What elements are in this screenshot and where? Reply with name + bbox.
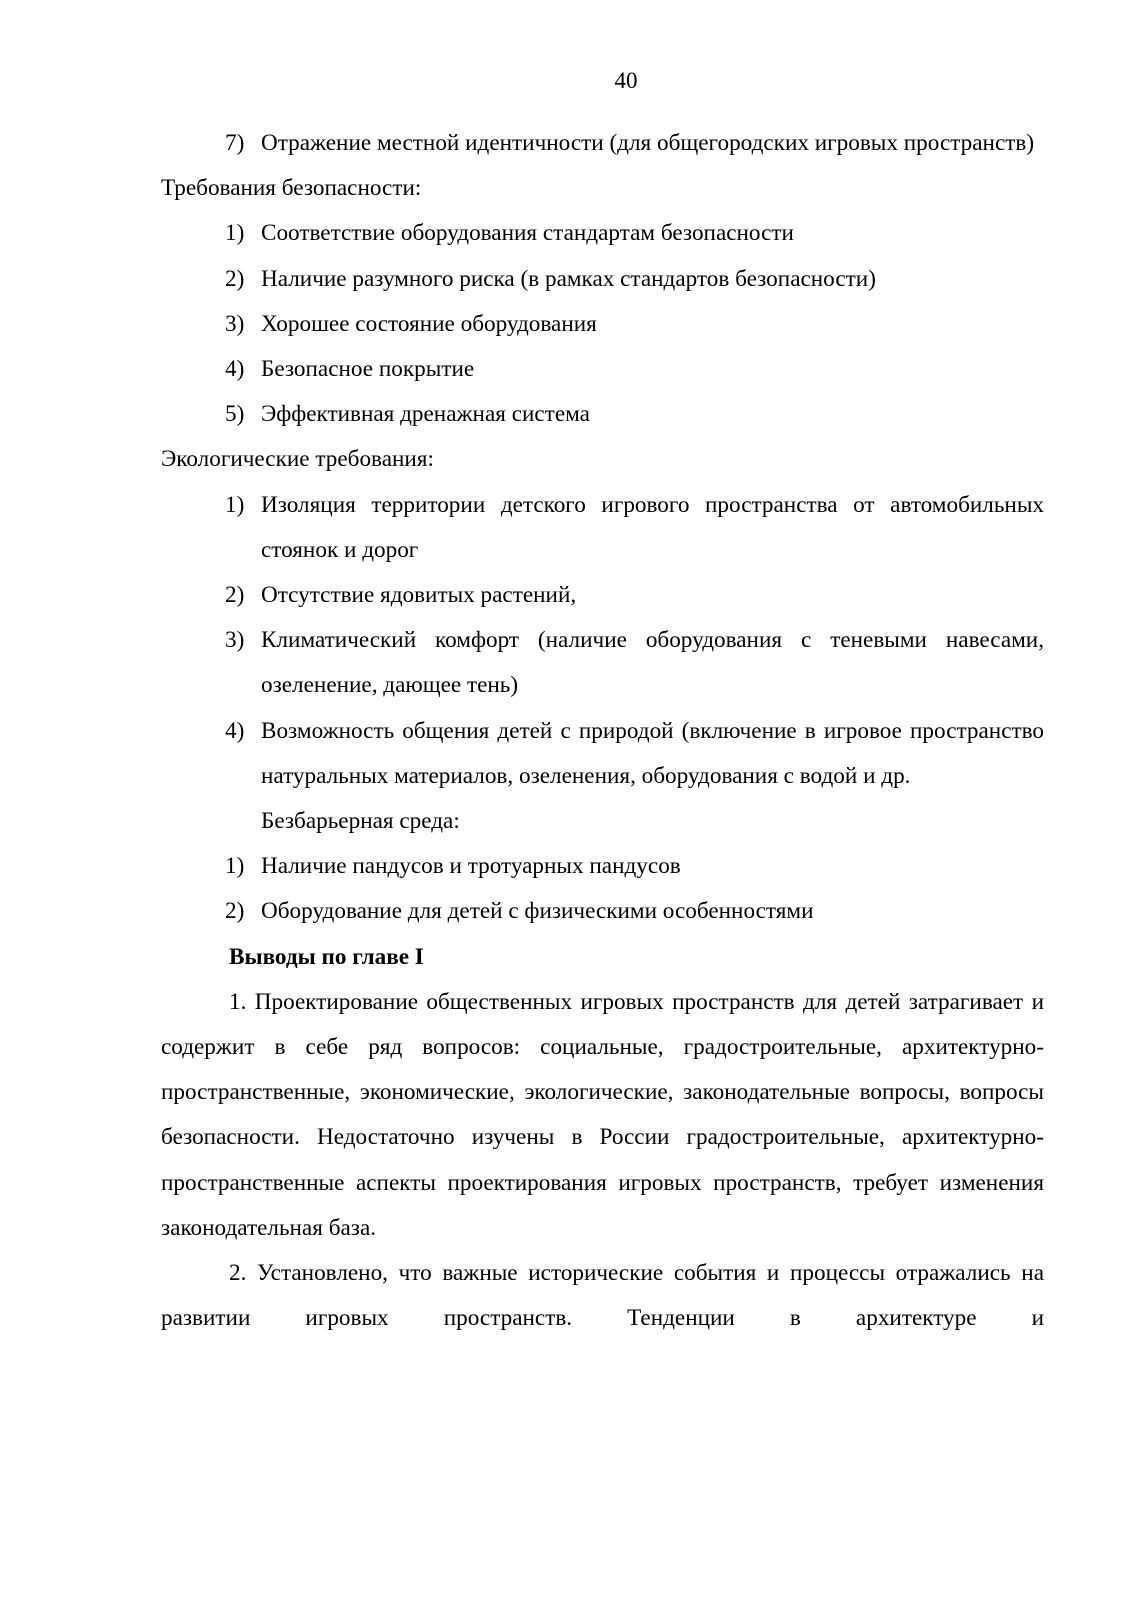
list-item — [161, 392, 1044, 437]
list-item — [161, 257, 1044, 302]
list-item — [161, 302, 1044, 347]
list-item — [161, 211, 1044, 256]
page-content — [161, 121, 1044, 1341]
list-item — [161, 709, 1044, 799]
list-number: 7) — [225, 130, 245, 156]
list-item — [161, 483, 1044, 573]
list-number: 1) — [225, 853, 245, 880]
barrier-free-heading: Безбарьерная среда: — [261, 808, 460, 835]
list-text: Соответствие оборудования стандартам безопасности — [261, 220, 794, 247]
list-text: Наличие разумного риска (в рамках стандартов безопасности) — [261, 265, 876, 292]
conclusions-heading: Выводы по главе I — [229, 943, 424, 970]
list-number: 1) — [225, 491, 245, 518]
list-text: Наличие пандусов и тротуарных пандусов — [261, 853, 681, 880]
list-text: Возможность общения детей с природой (включение в игровое пространство натуральных материалов, озеленения, оборудования с водой и др. — [261, 717, 1044, 789]
list-text: Хорошее состояние оборудования — [261, 310, 597, 337]
list-number: 5) — [225, 401, 245, 428]
list-number: 2) — [225, 898, 245, 925]
list-text: Оборудование для детей с физическими особенностями — [261, 898, 814, 925]
page-number: 40 — [614, 68, 638, 93]
list-text: Отражение местной идентичности (для общегородских игровых пространств) — [261, 130, 1035, 156]
list-text: Отсутствие ядовитых растений, — [261, 582, 577, 609]
list-number: 2) — [225, 265, 245, 292]
list-item — [161, 844, 1044, 889]
list-item — [161, 889, 1044, 934]
list-number: 1) — [225, 220, 245, 247]
list-text: Безопасное покрытие — [261, 356, 475, 383]
conclusion-paragraph: 2. Установлено, что важные исторические события и процессы отражались на развитии игровых пространств. Тенденции в архитектуре и — [161, 1260, 1044, 1332]
list-item — [161, 347, 1044, 392]
list-number: 4) — [225, 717, 245, 744]
list-number: 2) — [225, 582, 245, 609]
list-item — [161, 618, 1044, 708]
ecology-heading: Экологические требования: — [161, 446, 434, 473]
list-number: 3) — [225, 627, 245, 654]
list-number: 4) — [225, 356, 245, 383]
list-text: Эффективная дренажная система — [261, 401, 590, 428]
list-item — [161, 121, 1044, 166]
list-item — [161, 573, 1044, 618]
list-number: 3) — [225, 310, 245, 337]
list-text: Изоляция территории детского игрового пространства от автомобильных стоянок и дорог — [261, 491, 1044, 563]
list-text: Климатический комфорт (наличие оборудования с теневыми навесами, озеленение, дающее тень) — [261, 627, 1044, 699]
safety-heading: Требования безопасности: — [161, 175, 422, 202]
conclusion-paragraph: 1. Проектирование общественных игровых пространств для детей затрагивает и содержит в себе ряд вопросов: социальные, градостроительные, архитектурно-пространственные, экономические, экологические, законодательные вопросы, вопросы безопасности. Недостаточно изучены в России градостроительные, архитектурно-пространственные аспекты проектирования игровых пространств, требует изменения законодательная база. — [161, 988, 1044, 1241]
